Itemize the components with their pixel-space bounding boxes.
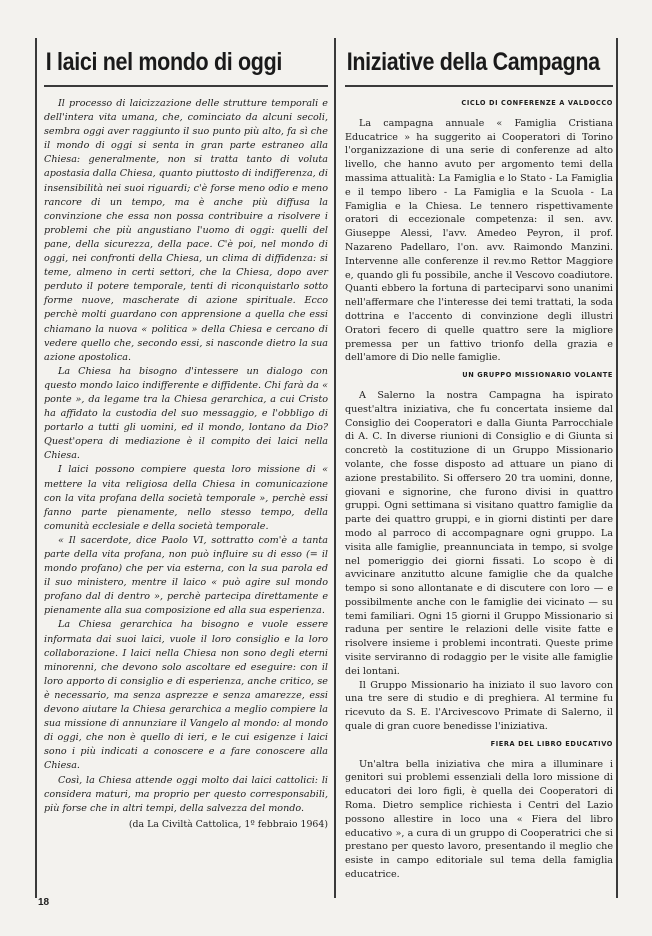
right-border-rule (616, 38, 618, 898)
section-heading: CICLO DI CONFERENZE A VALDOCCO (461, 99, 613, 107)
left-paragraph: Così, la Chiesa attende oggi molto dai laici cattolici: li considera maturi, ma proprio per questo corresponsabili, più forse che in altri tempi, della salvezza del mondo. (44, 774, 328, 814)
left-border-rule (35, 38, 37, 898)
left-paragraph: I laici possono compiere questa loro missione di « mettere la vita religiosa della Chiesa in comunicazione con la vita profana della società temporale », perchè essi fanno parte pienamente, nello stesso tempo, della comunità ecclesiale e della società temporale. (44, 464, 328, 532)
left-paragraph: La Chiesa gerarchica ha bisogno e vuole essere informata dai suoi laici, vuole il loro consiglio e la loro collaborazione. I laici nella Chiesa non sono degli eterni minorenni, che devono solo ascoltare ed eseguire: con il loro apporto di consiglio e di esperienza, anche critico, se è necessario, ma senza asprezze e senza amarezze, essi devono aiutare la Chiesa gerarchica a meglio compiere la sua missione di annunziare il Vangelo al mondo: al mondo di oggi, che non è quello di ieri, e le cui esigenze i laici sono i più indicati a conoscere e a fare conoscere alla Chiesa. (44, 619, 328, 772)
left-article (44, 42, 328, 832)
section-heading: UN GRUPPO MISSIONARIO VOLANTE (462, 371, 613, 380)
section-paragraph: La campagna annuale « Famiglia Cristiana Educatrice » ha suggerito ai Cooperatori di Torino l'organizzazione di una serie di conferenze ad alto livello, che hanno avuto per argomento temi della massima attualità: La Famiglia e lo Stato - La Famiglia e il tempo libero - La Famiglia e la Scuola - La Famiglia e la Chiesa. Le tennero rispettivamente oratori di eccezionale competenza: il sen. avv. Giuseppe Alessi, l'avv. Amedeo Peyron, il prof. Nazareno Padellaro, l'on. avv. Raimondo Manzini. Intervenne alle conferenze il rev.mo Rettor Maggiore e, quando gli fu possibile, anche il Vescovo coadiutore. Quanti ebbero la fortuna di parteciparvi sono unanimi nell'affermare che l'interesse dei temi trattati, la soda dottrina e l'accento di convinzione degli illustri Oratori fecero di quelle quattro sere la migliore premessa per un fattivo trionfo della grazia e dell'amore di Dio nelle famiglie. (345, 117, 613, 364)
right-article (345, 42, 613, 882)
right-article-body (345, 97, 613, 882)
page-number: 18 (38, 897, 50, 908)
article-source: (da La Civiltà Cattolica, 1º febbraio 1964) (128, 818, 328, 830)
left-paragraph: « Il sacerdote, dice Paolo VI, sottratto com'è a tanta parte della vita profana, non può influire su di esso (= il mondo profano) che per via esterna, con la sua parola ed il suo ministero, mentre il laico « può agire sul mondo profano dal di dentro », perchè partecipa direttamente e pienamente alla sua composizione ed alla sua esperienza. (44, 534, 328, 617)
left-headline-rule (44, 85, 328, 87)
column-divider (334, 38, 336, 898)
left-article-body (44, 97, 328, 832)
left-paragraph: La Chiesa ha bisogno d'intessere un dialogo con questo mondo laico indifferente e diffidente. Chi farà da « ponte », da legame tra la Chiesa gerarchica, a cui Cristo ha affidato la custodia del suo messaggio, e l'obbligo di portarlo a tutti gli uomini, ed il mondo, lontano da Dio? Quest'opera di mediazione è il compito dei laici nella Chiesa. (44, 365, 328, 462)
right-headline-rule (345, 85, 613, 87)
left-paragraph: Il processo di laicizzazione delle strutture temporali e dell'intera vita umana, che, cominciato da alcuni secoli, sembra oggi aver raggiunto il suo punto più alto, fa sì che il mondo di oggi si senta in gran parte estraneo alla Chiesa: generalmente, non si tratta tanto di voluta apostasia dalla Chiesa, quanto piuttosto di indifferenza, di insensibilità nei suoi riguardi; c'è forse meno odio e meno rancore di un tempo, ma è anche più diffusa la convinzione che essa non possa contribuire a risolvere i problemi che più angustiano l'uomo di oggi: quelli del pane, della sicurezza, della pace. C'è poi, nel mondo di oggi, nei confronti della Chiesa, un clima di diffidenza: si teme, almeno in certi settori, che la Chiesa, dopo aver perduto il potere temporale, tenti di riconquistarlo sotto forme nuove, mascherate di azione spirituale. Ecco perchè molti guardano con apprensione a quella che essi chiamano la nuova « politica » della Chiesa e cercano di vedere quello che, secondo essi, si nasconde dietro la sua azione apostolica. (44, 98, 328, 363)
section-heading: FIERA DEL LIBRO EDUCATIVO (490, 739, 613, 748)
section-paragraph: A Salerno la nostra Campagna ha ispirato quest'altra iniziativa, che fu concertata insieme dal Consiglio dei Cooperatori e dalla Giunta Parrocchiale di A. C. In diverse riunioni di Consiglio e di Giunta si concretò la costituzione di un Gruppo Missionario volante, che fosse disposto ad attuare un piano di azione prestabilito. Si offersero 20 tra uomini, donne, giovani e signorine, che furono divisi in quattro gruppi. Ogni settimana si visitano quattro famiglie da parte dei quattro gruppi, e in giorni distinti per dare modo al parroco di accompagnare ogni gruppo. La visita alle famiglie, preannunciata in tempo, si svolge nel pomeriggio dei giorni fissati. Lo scopo è di avvicinare anzitutto alcune famiglie che da qualche tempo si sono allontanate e di discutere con loro — e possibilmente anche con le famiglie dei vicinato — su temi familiari. Ogni 15 giorni il Gruppo Missionario si raduna per sentire le relazioni delle visite fatte e risolvere insieme i problemi incontrati. Queste prime visite serviranno di rodaggio per le visite alle famiglie dei lontani. (345, 389, 613, 677)
right-headline: Iniziative della Campagna (346, 48, 600, 76)
left-headline: I laici nel mondo di oggi (45, 48, 282, 76)
section-paragraph: Un'altra bella iniziativa che mira a illuminare i genitori sui problemi essenziali della loro missione di educatori dei loro figli, è quella dei Cooperatori di Roma. Dietro semplice richiesta i Centri del Lazio possono allestire in loco una « Fiera del libro educativo », a cura di un gruppo di Cooperatrici che si prestano per questo lavoro, presentando il meglio che esiste in campo editoriale sul tema della famiglia educatrice. (345, 758, 613, 881)
section-paragraph: Il Gruppo Missionario ha iniziato il suo lavoro con una tre sere di studio e di preghiera. Al termine fu ricevuto da S. E. l'Arcivescovo Primate di Salerno, il quale di gran cuore benedisse l'iniziativa. (345, 679, 613, 733)
